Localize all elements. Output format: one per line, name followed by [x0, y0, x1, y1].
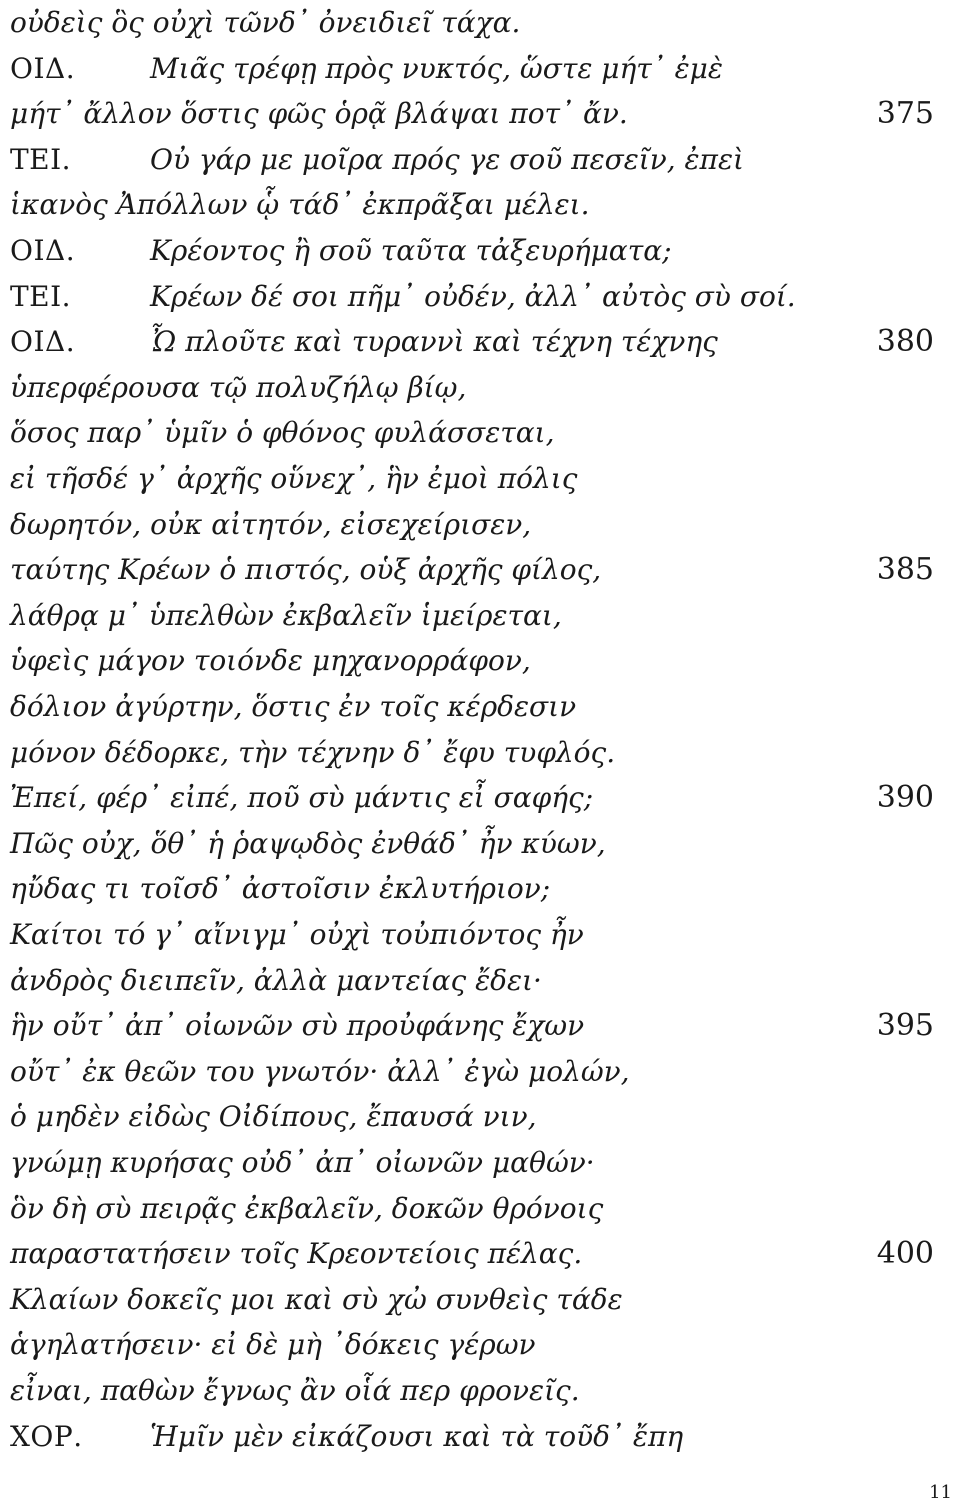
verse-text: ὁ μηδὲν εἰδὼς Οἰδίπους, ἔπαυσά νιν,: [10, 1100, 537, 1134]
verse-text: Μιᾶς τρέφῃ πρὸς νυκτός, ὥστε μήτ᾽ ἐμὲ: [150, 51, 723, 85]
speaker-label: ΟΙΔ.: [10, 325, 76, 359]
verse-line: [10, 0, 934, 46]
verse-text: ὑφεὶς μάγον τοιόνδε μηχανορράφον,: [10, 644, 531, 678]
verse-text: δόλιον ἀγύρτην, ὅστις ἐν τοῖς κέρδεσιν: [10, 690, 577, 723]
verse-line: [10, 912, 934, 958]
verse-line: [10, 456, 934, 502]
verse-text: Κρέοντος ἢ σοῦ ταῦτα τἀξευρήματα;: [150, 234, 672, 267]
verse-line: [10, 410, 934, 456]
verse-line: [10, 1322, 934, 1368]
verse-text: ἱκανὸς Ἀπόλλων ᾧ τάδ᾽ ἐκπρᾶξαι μέλει.: [10, 188, 590, 222]
verse-line: [10, 1277, 934, 1323]
verse-text: εἶναι, παθὼν ἔγνως ἂν οἷά περ φρονεῖς.: [10, 1374, 580, 1407]
verse-text: Καίτοι τό γ᾽ αἴνιγμ᾽ οὐχὶ τοὐπιόντος ἦν: [10, 918, 584, 951]
page-number: 11: [929, 1482, 952, 1503]
verse-text: λάθρᾳ μ᾽ ὑπελθὼν ἐκβαλεῖν ἱμείρεται,: [10, 598, 562, 632]
verse-line: [10, 684, 934, 730]
line-number: 380: [876, 324, 934, 360]
verse-text: ταύτης Κρέων ὁ πιστός, οὑξ ἀρχῆς φίλος,: [10, 553, 602, 587]
verse-line: [10, 46, 934, 92]
verse-text: Κρέων δέ σοι πῆμ᾽ οὐδέν, ἀλλ᾽ αὐτὸς σὺ σοί.: [150, 279, 796, 313]
verse-line: [10, 1186, 934, 1232]
verse-text: παραστατήσειν τοῖς Κρεοντείοις πέλας.: [10, 1237, 583, 1271]
verse-line: [10, 274, 934, 320]
verse-line: [10, 1140, 934, 1186]
verse-line: [10, 775, 934, 821]
verse-text: Ἐπεί, φέρ᾽ εἰπέ, ποῦ σὺ μάντις εἶ σαφής;: [10, 781, 594, 815]
verse-line: [10, 1368, 934, 1414]
speaker-label: ΤΕΙ.: [10, 142, 72, 176]
line-number: 375: [876, 96, 934, 132]
verse-text: εἰ τῆσδέ γ᾽ ἀρχῆς οὕνεχ᾽, ἣν ἐμοὶ πόλις: [10, 462, 578, 495]
verse-line: [10, 137, 934, 183]
verse-line: [10, 365, 934, 411]
verse-text: ἀνδρὸς διειπεῖν, ἀλλὰ μαντείας ἔδει·: [10, 963, 542, 997]
speaker-label: ΤΕΙ.: [10, 279, 72, 313]
speaker-label: ΧΟΡ.: [10, 1419, 83, 1453]
verse-line: [10, 593, 934, 639]
verse-text: Ἡμῖν μὲν εἰκάζουσι καὶ τὰ τοῦδ᾽ ἔπη: [150, 1419, 684, 1453]
verse-line: [10, 730, 934, 776]
verse-line: [10, 1049, 934, 1095]
verse-line: [10, 91, 934, 137]
line-number: 385: [876, 552, 934, 588]
verse-line: [10, 182, 934, 228]
verse-text: Πῶς οὐχ, ὅθ᾽ ἡ ῥαψῳδὸς ἐνθάδ᾽ ἦν κύων,: [10, 826, 606, 860]
verse-text: ὃν δὴ σὺ πειρᾷς ἐκβαλεῖν, δοκῶν θρόνοις: [10, 1191, 604, 1225]
verse-line: [10, 547, 934, 593]
verse-text: Ὦ πλοῦτε καὶ τυραννὶ καὶ τέχνη τέχνης: [150, 325, 718, 359]
verse-text: οὔτ᾽ ἐκ θεῶν του γνωτόν· ἀλλ᾽ ἐγὼ μολών,: [10, 1054, 630, 1088]
verse-text: ηὔδας τι τοῖσδ᾽ ἀστοῖσιν ἐκλυτήριον;: [10, 872, 551, 906]
verse-line: [10, 821, 934, 867]
verse-text: Οὐ γάρ με μοῖρα πρός γε σοῦ πεσεῖν, ἐπεὶ: [150, 142, 744, 176]
speaker-label: ΟΙΔ.: [10, 234, 76, 267]
verse-text: ἁγηλατήσειν· εἰ δὲ μὴ ᾽δόκεις γέρων: [10, 1328, 536, 1362]
verse-line: [10, 1414, 934, 1460]
verse-text: μόνον δέδορκε, τὴν τέχνην δ᾽ ἔφυ τυφλός.: [10, 735, 616, 769]
verse-text: γνώμῃ κυρήσας οὐδ᾽ ἀπ᾽ οἰωνῶν μαθών·: [10, 1146, 595, 1179]
verse-text: μήτ᾽ ἄλλον ὅστις φῶς ὁρᾷ βλάψαι ποτ᾽ ἄν.: [10, 97, 628, 131]
verse-text: δωρητόν, οὐκ αἰτητόν, εἰσεχείρισεν,: [10, 507, 532, 541]
verse-line: [10, 638, 934, 684]
line-number: 390: [876, 780, 934, 816]
verse-line: [10, 502, 934, 548]
verse-text: Κλαίων δοκεῖς μοι καὶ σὺ χὠ συνθεὶς τάδε: [10, 1282, 623, 1316]
verse-line: [10, 1231, 934, 1277]
verse-line: [10, 958, 934, 1004]
verse-text: ὅσος παρ᾽ ὑμῖν ὁ φθόνος φυλάσσεται,: [10, 416, 555, 450]
verse-line: [10, 1003, 934, 1049]
line-number: 400: [876, 1236, 934, 1272]
verse-line: [10, 319, 934, 365]
line-number: 395: [876, 1008, 934, 1044]
verse-text: ἣν οὔτ᾽ ἀπ᾽ οἰωνῶν σὺ προὐφάνης ἔχων: [10, 1009, 585, 1043]
speaker-label: ΟΙΔ.: [10, 51, 76, 85]
verse-line: [10, 866, 934, 912]
verse-line: [10, 228, 934, 274]
verse-text: οὐδεὶς ὃς οὐχὶ τῶνδ᾽ ὀνειδιεῖ τάχα.: [10, 6, 521, 39]
verse-text: ὑπερφέρουσα τῷ πολυζήλῳ βίῳ,: [10, 370, 467, 404]
verse-line: [10, 1094, 934, 1140]
